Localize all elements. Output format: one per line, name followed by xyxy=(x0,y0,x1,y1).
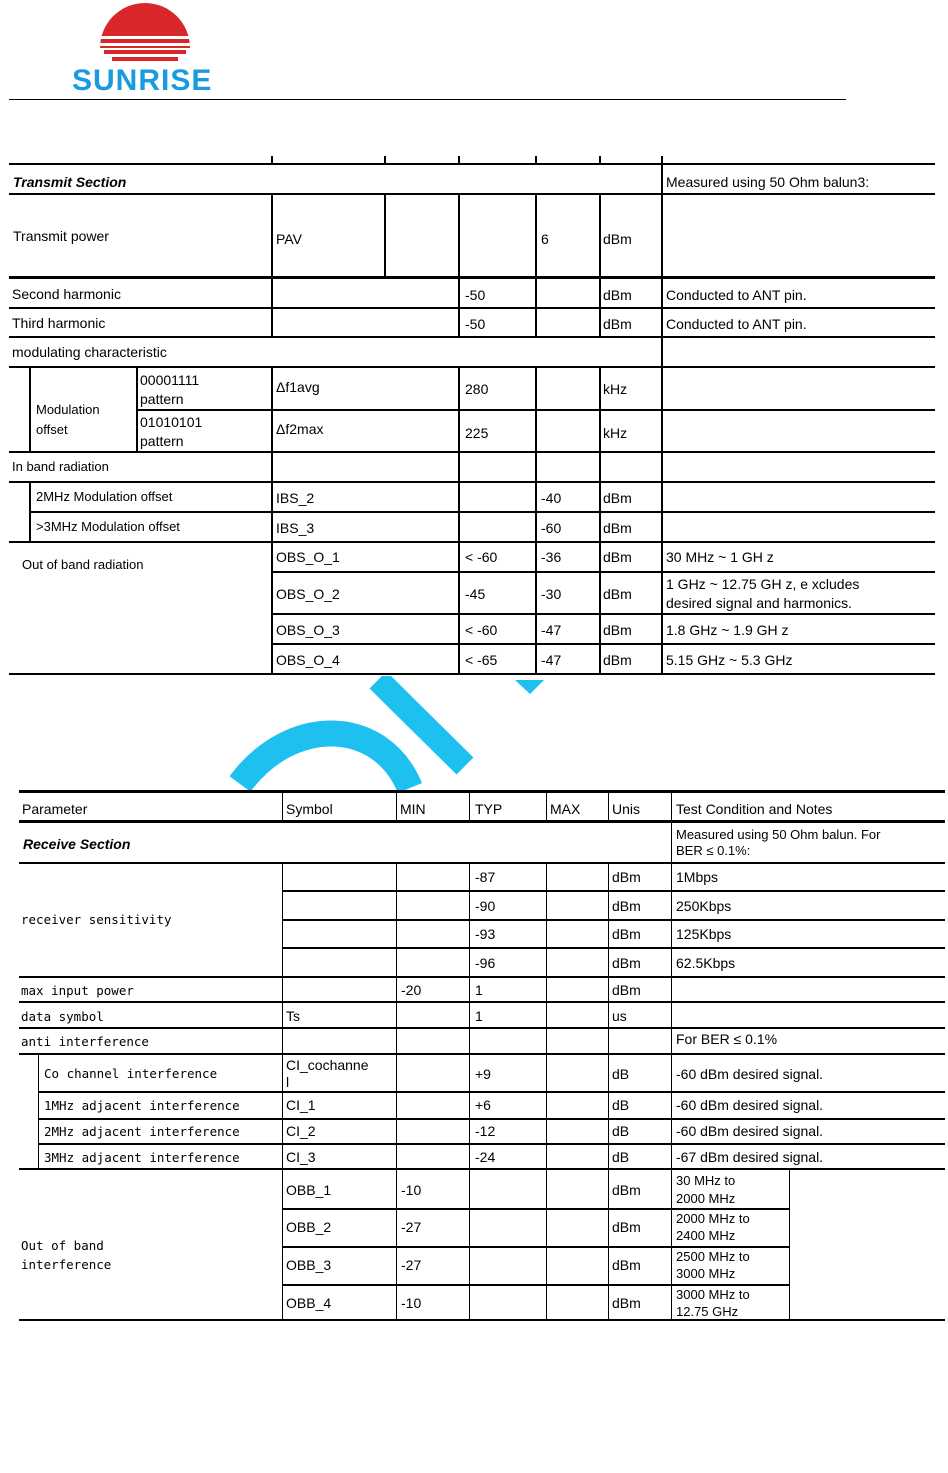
note-obs2-line1: 1 GHz ~ 12.75 GH z, e xcludes xyxy=(666,576,860,592)
note-obb4-line1: 3000 MHz to xyxy=(676,1287,750,1302)
unit-data-symbol: us xyxy=(612,1008,627,1024)
typ-co-channel: +9 xyxy=(475,1066,491,1082)
typ-second-harmonic: -50 xyxy=(465,287,486,303)
pattern2-line1: 01010101 xyxy=(140,414,203,430)
note-sens-1: 1Mbps xyxy=(676,869,719,885)
note-obb1-line1: 30 MHz to xyxy=(676,1173,736,1188)
param-third-harmonic: Third harmonic xyxy=(12,315,106,331)
typ-sens-1: -87 xyxy=(475,869,496,885)
note-sens-2: 250Kbps xyxy=(676,898,732,914)
unit-df1avg: kHz xyxy=(603,381,628,397)
note-third-harmonic: Conducted to ANT pin. xyxy=(666,316,807,332)
note-obs4: 5.15 GHz ~ 5.3 GHz xyxy=(666,652,793,668)
typ-ci-3: -24 xyxy=(475,1149,496,1165)
symbol-ts: Ts xyxy=(286,1008,300,1024)
unit-obs2: dBm xyxy=(603,586,632,602)
pattern2-line2: pattern xyxy=(140,433,184,449)
header-typ: TYP xyxy=(475,801,503,817)
header-max: MAX xyxy=(550,801,581,817)
param-co-channel: Co channel interference xyxy=(44,1066,218,1081)
receive-section-note-line2: BER ≤ 0.1%: xyxy=(676,843,751,858)
note-obs2-line2: desired signal and harmonics. xyxy=(666,595,852,611)
max-ibs3: -60 xyxy=(541,520,562,536)
typ-sens-4: -96 xyxy=(475,955,496,971)
note-ci-1: -60 dBm desired signal. xyxy=(676,1097,824,1113)
symbol-ci-2: CI_2 xyxy=(286,1123,316,1139)
unit-ci-3: dB xyxy=(612,1149,630,1165)
header-symbol: Symbol xyxy=(286,801,333,817)
param-second-harmonic: Second harmonic xyxy=(12,286,121,302)
param-data-symbol: data symbol xyxy=(21,1009,104,1024)
symbol-df2max: Δf2max xyxy=(276,421,324,437)
max-obs4: -47 xyxy=(541,652,562,668)
unit-max-input: dBm xyxy=(612,982,641,998)
symbol-ci-3: CI_3 xyxy=(286,1149,316,1165)
max-obs2: -30 xyxy=(541,586,562,602)
header-parameter: Parameter xyxy=(22,801,88,817)
typ-third-harmonic: -50 xyxy=(465,316,486,332)
unit-ibs2: dBm xyxy=(603,490,632,506)
header-unit: Unis xyxy=(612,801,641,817)
typ-sens-2: -90 xyxy=(475,898,496,914)
typ-obs3: < -60 xyxy=(465,622,498,638)
unit-tx-power: dBm xyxy=(603,231,632,247)
unit-co-channel: dB xyxy=(612,1066,630,1082)
param-oob-line2: interference xyxy=(21,1257,112,1272)
receive-section-note-line1: Measured using 50 Ohm balun. For xyxy=(676,827,881,842)
param-2mhz-adjacent: 2MHz adjacent interference xyxy=(44,1124,240,1139)
symbol-ci-cochannel-line2: l xyxy=(286,1074,290,1090)
pattern1-line2: pattern xyxy=(140,391,184,407)
min-max-input: -20 xyxy=(401,982,422,998)
transmit-section-title: Transmit Section xyxy=(13,174,127,190)
max-tx-power: 6 xyxy=(541,231,549,247)
unit-third-harmonic: dBm xyxy=(603,316,632,332)
note-obb2-line2: 2400 MHz xyxy=(676,1228,736,1243)
typ-data-symbol: 1 xyxy=(475,1008,483,1024)
param-ibs2: 2MHz Modulation offset xyxy=(36,489,173,504)
max-obs3: -47 xyxy=(541,622,562,638)
pattern1-line1: 00001111 xyxy=(140,372,200,388)
transmit-section-note: Measured using 50 Ohm balun3: xyxy=(666,174,870,190)
min-obb2: -27 xyxy=(401,1219,422,1235)
symbol-obs3: OBS_O_3 xyxy=(276,622,340,638)
symbol-ibs2: IBS_2 xyxy=(276,490,315,506)
unit-sens-3: dBm xyxy=(612,926,641,942)
note-ci-2: -60 dBm desired signal. xyxy=(676,1123,824,1139)
symbol-df1avg: Δf1avg xyxy=(276,379,320,395)
unit-obb1: dBm xyxy=(612,1182,641,1198)
param-modulating-characteristic: modulating characteristic xyxy=(12,344,167,360)
note-obs3: 1.8 GHz ~ 1.9 GH z xyxy=(666,622,789,638)
max-ibs2: -40 xyxy=(541,490,562,506)
param-modulation-offset-line2: offset xyxy=(36,422,68,437)
symbol-obb1: OBB_1 xyxy=(286,1182,332,1198)
unit-sens-2: dBm xyxy=(612,898,641,914)
symbol-ci-1: CI_1 xyxy=(286,1097,316,1113)
param-transmit-power: Transmit power xyxy=(13,228,109,244)
note-ci-3: -67 dBm desired signal. xyxy=(676,1149,824,1165)
symbol-ci-cochannel-line1: CI_cochanne xyxy=(286,1057,369,1073)
header-divider xyxy=(9,99,846,100)
note-obb3-line1: 2500 MHz to xyxy=(676,1249,750,1264)
note-second-harmonic: Conducted to ANT pin. xyxy=(666,287,807,303)
header-min: MIN xyxy=(400,801,426,817)
param-1mhz-adjacent: 1MHz adjacent interference xyxy=(44,1098,240,1113)
note-co-channel: -60 dBm desired signal. xyxy=(676,1066,824,1082)
symbol-obb2: OBB_2 xyxy=(286,1219,332,1235)
watermark-icon xyxy=(230,676,550,791)
note-obb3-line2: 3000 MHz xyxy=(676,1266,736,1281)
typ-max-input: 1 xyxy=(475,982,483,998)
typ-sens-3: -93 xyxy=(475,926,496,942)
min-obb1: -10 xyxy=(401,1182,422,1198)
note-sens-4: 62.5Kbps xyxy=(676,955,736,971)
unit-sens-1: dBm xyxy=(612,869,641,885)
unit-obb4: dBm xyxy=(612,1295,641,1311)
header-notes: Test Condition and Notes xyxy=(676,801,833,817)
symbol-obs1: OBS_O_1 xyxy=(276,549,340,565)
unit-ci-1: dB xyxy=(612,1097,630,1113)
note-obb4-line2: 12.75 GHz xyxy=(676,1304,739,1319)
max-obs1: -36 xyxy=(541,549,562,565)
unit-obb3: dBm xyxy=(612,1257,641,1273)
unit-df2max: kHz xyxy=(603,425,628,441)
param-anti-interference: anti interference xyxy=(21,1034,149,1049)
symbol-obb4: OBB_4 xyxy=(286,1295,332,1311)
typ-obs4: < -65 xyxy=(465,652,498,668)
symbol-obs2: OBS_O_2 xyxy=(276,586,340,602)
sunrise-logo-sun-icon xyxy=(98,2,192,66)
symbol-pav: PAV xyxy=(276,231,302,247)
min-obb4: -10 xyxy=(401,1295,422,1311)
unit-ibs3: dBm xyxy=(603,520,632,536)
logo-text: SUNRISE xyxy=(72,64,213,97)
param-ibs3: >3MHz Modulation offset xyxy=(36,519,180,534)
typ-df1avg: 280 xyxy=(465,381,489,397)
note-anti-interference: For BER ≤ 0.1% xyxy=(676,1031,778,1047)
symbol-ibs3: IBS_3 xyxy=(276,520,315,536)
note-sens-3: 125Kbps xyxy=(676,926,732,942)
param-receiver-sensitivity: receiver sensitivity xyxy=(21,912,172,927)
unit-obs4: dBm xyxy=(603,652,632,668)
param-3mhz-adjacent: 3MHz adjacent interference xyxy=(44,1150,240,1165)
note-obb1-line2: 2000 MHz xyxy=(676,1191,736,1206)
param-modulation-offset-line1: Modulation xyxy=(36,402,100,417)
note-obs1: 30 MHz ~ 1 GH z xyxy=(666,549,774,565)
note-obb2-line1: 2000 MHz to xyxy=(676,1211,750,1226)
param-in-band-radiation: In band radiation xyxy=(12,459,109,474)
min-obb3: -27 xyxy=(401,1257,422,1273)
param-max-input-power: max input power xyxy=(21,983,134,998)
unit-obb2: dBm xyxy=(612,1219,641,1235)
unit-sens-4: dBm xyxy=(612,955,641,971)
unit-ci-2: dB xyxy=(612,1123,630,1139)
param-oob-line1: Out of band xyxy=(21,1238,104,1253)
symbol-obb3: OBB_3 xyxy=(286,1257,332,1273)
param-out-of-band-radiation: Out of band radiation xyxy=(22,557,144,572)
typ-obs1: < -60 xyxy=(465,549,498,565)
typ-ci-2: -12 xyxy=(475,1123,496,1139)
unit-obs3: dBm xyxy=(603,622,632,638)
symbol-obs4: OBS_O_4 xyxy=(276,652,340,668)
typ-ci-1: +6 xyxy=(475,1097,491,1113)
unit-obs1: dBm xyxy=(603,549,632,565)
typ-obs2: -45 xyxy=(465,586,486,602)
receive-section-title: Receive Section xyxy=(23,836,131,852)
unit-second-harmonic: dBm xyxy=(603,287,632,303)
typ-df2max: 225 xyxy=(465,425,489,441)
